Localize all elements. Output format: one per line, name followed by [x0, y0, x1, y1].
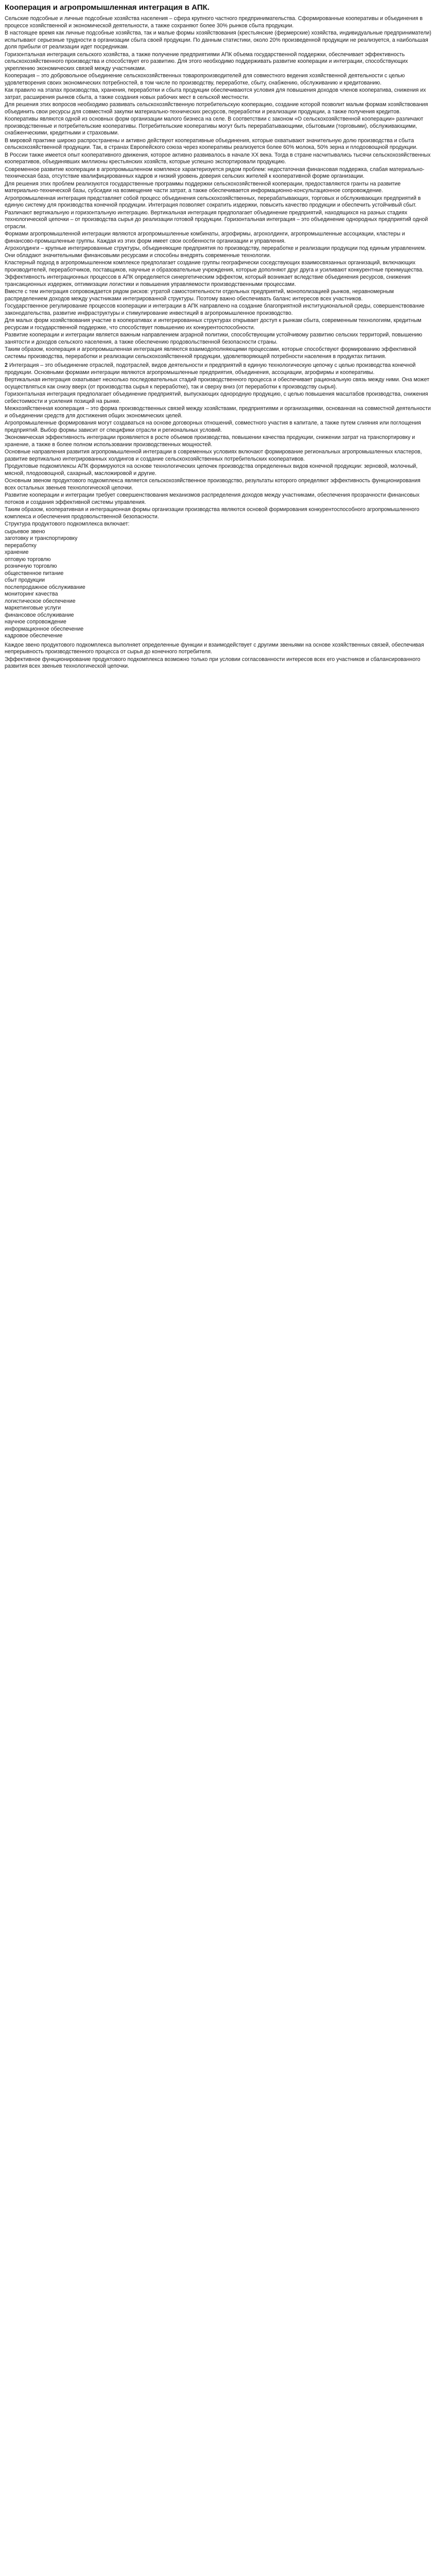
paragraph: Таким образом, кооперативная и интеграционная формы организации производства являются основой формирования конкурентоспособного агропромышленного комплекса и обеспечения продовольственной безопасности.	[5, 506, 420, 520]
section-paragraphs	[5, 377, 431, 520]
paragraph: Агрохолдинги – крупные интегрированные структуры, объединяющие предприятия по производству, переработке и реализации продукции под единым управлением. Они обладают значительными финансовыми ресурсами и способны внедрять современные технологии.	[5, 245, 426, 259]
list-item: хранение	[5, 549, 29, 555]
paragraph: Современное развитие кооперации в агропромышленном комплексе характеризуется рядом проблем: недостаточная финансовая поддержка, слабая материально-техническая база, отсутствие квалифицированных кадров и низкий уровень доверия сельских жителей к кооперативной форме организации.	[5, 166, 425, 179]
paragraph: Вертикальная интеграция охватывает несколько последовательных стадий производственного процесса и обеспечивает рациональную связь между ними. Она может осуществляться как снизу вверх (от производства сырья к переработке), так и сверху вниз (от переработки к производству сырья).	[5, 377, 429, 390]
list-item: переработку	[5, 542, 37, 549]
paragraph: Сельские подсобные и личные подсобные хозяйства населения – сфера крупного частного предпринимательства. Сформированные кооперативы и объединения в процессе хозяйственной и экономической деятельности, а также сохраняют более 30% рынков сбыта продукции.	[5, 15, 423, 29]
paragraph: Для решения этих вопросов необходимо развивать сельскохозяйственную потребительскую кооперацию, создание которой позволит малым формам хозяйствования объединить свои ресурсы для совместной закупки материально-технических ресурсов, переработки и реализации продукции, а также получения кредитов.	[5, 101, 428, 115]
paragraph: Межхозяйственная кооперация – это форма производственных связей между хозяйствами, предприятиями и организациями, основанная на совместной деятельности и объединении средств для достижения общих экономических целей.	[5, 405, 431, 419]
paragraph: Эффективность интеграционных процессов в АПК определяется синергетическим эффектом, который возникает вследствие объединения ресурсов, снижения трансакционных издержек, оптимизации логистики и повышения управляемости производственными процессами.	[5, 274, 411, 287]
section-number: 2	[5, 362, 8, 368]
paragraph: Горизонтальная интеграция сельского хозяйства, а также получение предприятиями АПК объема государственной поддержки, обеспечивает эффективность сельскохозяйственного производства и способствует его развитию. Для этого необходимо поддерживать развитие кооперации и интеграции, способствующих укреплению экономических связей между участниками.	[5, 51, 408, 72]
paragraph: Экономическая эффективность интеграции проявляется в росте объемов производства, повышении качества продукции, снижении затрат на транспортировку и хранение, а также в более полном использовании производственных мощностей.	[5, 434, 415, 448]
document-title: Кооперация и агропромышленная интеграция в АПК.	[5, 3, 210, 12]
list-intro: Структура продуктового подкомплекса включает:	[5, 521, 130, 527]
list-item: финансовое обслуживание	[5, 612, 74, 618]
paragraph: Продуктовые подкомплексы АПК формируются на основе технологических цепочек производства определенных видов конечной продукции: зерновой, молочный, мясной, плодоовощной, сахарный, масложировой и другие.	[5, 463, 418, 477]
paragraph: Таким образом, кооперация и агропромышленная интеграция являются взаимодополняющими процессами, которые способствуют формированию эффективной системы производства, переработки и реализации сельскохозяйственной продукции, удовлетворяющей потребности населения в продуктах питания.	[5, 346, 416, 360]
list-item: кадровое обеспечение	[5, 633, 63, 639]
list-item: научное сопровождение	[5, 619, 66, 625]
paragraph: В настоящее время как личные подсобные хозяйства, так и малые формы хозяйствования (крестьянские (фермерские) хозяйства, индивидуальные предприниматели) испытывают серьезные трудности в организации сбыта своей продукции. По данным статистики, около 20% произведенной продукции не реализуется, а наибольшая доля прибыли от реализации идет посредникам.	[5, 30, 431, 50]
document-page	[0, 0, 436, 670]
body-paragraphs	[5, 15, 431, 360]
paragraph: Эффективное функционирование продуктового подкомплекса возможно только при условии согласованности интересов всех его участников и сбалансированного развития всех звеньев технологической цепочки.	[5, 656, 421, 669]
list-item: заготовку и транспортировку	[5, 535, 78, 541]
paragraph: Для решения этих проблем реализуются государственные программы поддержки сельскохозяйственной кооперации, предоставляются гранты на развитие материально-технической базы, субсидии на возмещение части затрат, а также обеспечивается информационно-консультационное сопровождение.	[5, 180, 401, 194]
section-intro-text: Интеграция – это объединение отраслей, подотраслей, видов деятельности и предприятий в единую технологическую цепочку с целью производства конечной продукции. Основными формами интеграции являются агропромышленные предприятия, объединения, ассоциации, агрофирмы и кооперативы.	[5, 362, 416, 376]
paragraph: Развитие кооперации и интеграции требует совершенствования механизмов распределения доходов между участниками, обеспечения прозрачности финансовых потоков и создания эффективной системы управления.	[5, 492, 420, 505]
list-item: оптовую торговлю	[5, 556, 51, 563]
paragraph: В России также имеется опыт кооперативного движения, которое активно развивалось в начале XX века. Тогда в стране насчитывались тысячи сельскохозяйственных кооперативов, объединявших миллионы крестьянских хозяйств, которые успешно экспортировали продукцию.	[5, 151, 431, 165]
list-item: сбыт продукции	[5, 577, 45, 583]
paragraph: Различают вертикальную и горизонтальную интеграцию. Вертикальная интеграция предполагает объединение предприятий, находящихся на разных стадиях технологической цепочки – от производства сырья до реализации готовой продукции. Горизонтальная интеграция – это объединение однородных предприятий одной отрасли.	[5, 209, 428, 230]
paragraph: Кооперативы являются одной из основных форм организации малого бизнеса на селе. В соответствии с законом «О сельскохозяйственной кооперации» различают производственные и потребительские кооперативы. Потребительские кооперативы могут быть перерабатывающими, сбытовыми (торговыми), обслуживающими, снабженческими, кредитными и страховыми.	[5, 116, 424, 136]
paragraph: Основные направления развития агропромышленной интеграции в современных условиях включают формирование региональных агропромышленных кластеров, развитие вертикально интегрированных холдингов и создание сельскохозяйственных потребительских кооперативов.	[5, 449, 422, 462]
paragraph: Каждое звено продуктового подкомплекса выполняет определенные функции и взаимодействует с другими звеньями на основе хозяйственных связей, обеспечивая непрерывность производственного процесса от сырья до конечного потребителя.	[5, 641, 424, 655]
list-item: общественное питание	[5, 570, 64, 577]
paragraph: В мировой практике широко распространены и активно действуют кооперативные объединения, которые охватывают значительную долю производства и сбыта сельскохозяйственной продукции. Так, в странах Европейского союза через кооперативы реализуется более 60% молока, 50% зерна и плодоовощной продукции.	[5, 137, 418, 150]
list-item: сырьевое звено	[5, 528, 45, 535]
list-item: мониторинг качества	[5, 591, 58, 597]
list-item: информационное обеспечение	[5, 625, 84, 632]
list-item: розничную торговлю	[5, 563, 57, 569]
paragraph: Для малых форм хозяйствования участие в кооперативах и интегрированных структурах открывает доступ к рынкам сбыта, современным технологиям, кредитным ресурсам и государственной поддержке, что способствует повышению их конкурентоспособности.	[5, 317, 422, 331]
paragraph: Кооперация – это добровольное объединение сельскохозяйственных товаропроизводителей для совместного ведения хозяйственной деятельности с целью удовлетворения своих экономических потребностей, в том числе по производству, переработке, сбыту, снабжению, обслуживанию и кредитованию.	[5, 73, 405, 86]
paragraph: Государственное регулирование процессов кооперации и интеграции в АПК направлено на создание благоприятной институциональной среды, совершенствование законодательства, развитие инфраструктуры и стимулирование инвестиций в агропромышленное производство.	[5, 303, 425, 316]
paragraph: Кластерный подход в агропромышленном комплексе предполагает создание группы географически соседствующих взаимосвязанных организаций, включающих производителей, переработчиков, поставщиков, научные и образовательные учреждения, которые дополняют друг друга и усиливают конкурентные преимущества.	[5, 260, 424, 273]
paragraph: Основным звеном продуктового подкомплекса является сельскохозяйственное производство, результаты которого определяют эффективность функционирования всех остальных звеньев технологической цепочки.	[5, 478, 421, 491]
list-item: маркетинговые услуги	[5, 605, 61, 611]
list-item: логистическое обеспечение	[5, 598, 76, 604]
list-item: послепродажное обслуживание	[5, 584, 85, 590]
paragraph: Агропромышленные формирования могут создаваться на основе договорных отношений, совместного участия в капитале, а также путем слияния или поглощения предприятий. Выбор формы зависит от специфики отрасли и региональных условий.	[5, 420, 421, 433]
paragraph: Вместе с тем интеграция сопровождается рядом рисков: утратой самостоятельности отдельных предприятий, монополизацией рынков, неравномерным распределением доходов между участниками интегрированной структуры. Поэтому важно обеспечивать баланс интересов всех участников.	[5, 289, 394, 302]
section-intro	[5, 362, 431, 376]
paragraph: Формами агропромышленной интеграции являются агропромышленные комбинаты, агрофирмы, агрохолдинги, агропромышленные ассоциации, кластеры и финансово-промышленные группы. Каждая из этих форм имеет свои особенности организации и управления.	[5, 231, 405, 244]
structure-list	[5, 529, 431, 640]
paragraph: Развитие кооперации и интеграции является важным направлением аграрной политики, способствующим устойчивому развитию сельских территорий, повышению занятости и доходов сельского населения, а также обеспечению продовольственной безопасности страны.	[5, 332, 423, 345]
closing-paragraphs	[5, 642, 431, 670]
paragraph: Агропромышленная интеграция представляет собой процесс объединения сельскохозяйственных, перерабатывающих, торговых и обслуживающих предприятий в единую систему для производства конечной продукции. Интеграция позволяет сократить издержки, повысить качество продукции и обеспечить устойчивый сбыт.	[5, 195, 421, 208]
paragraph: Горизонтальная интеграция предполагает объединение предприятий, выпускающих однородную продукцию, с целью повышения масштабов производства, снижения себестоимости и усиления позиций на рынке.	[5, 391, 428, 404]
paragraph: Как правило на этапах производства, хранения, переработки и сбыта продукции обеспечиваются условия для повышения доходов членов кооператива, снижения их затрат, расширения рынков сбыта, а также создания новых рабочих мест в сельской местности.	[5, 87, 426, 100]
